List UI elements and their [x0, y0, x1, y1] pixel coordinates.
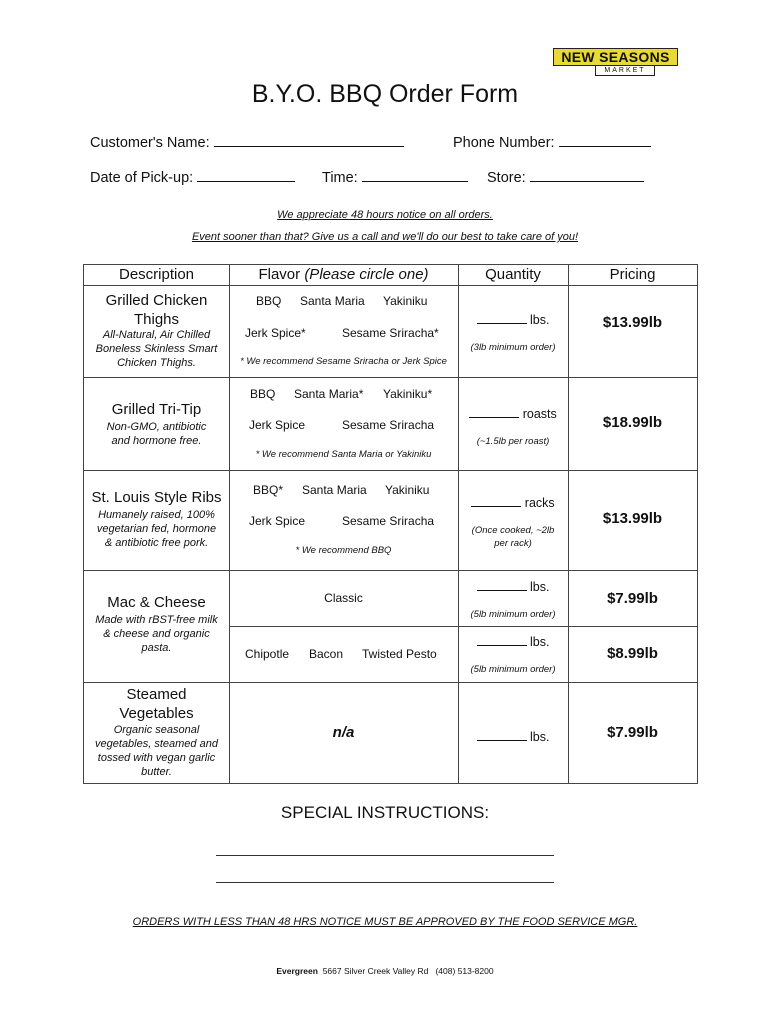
ribs-qty-note: (Once cooked, ~2lb per rack) — [471, 525, 555, 549]
store-footer — [0, 966, 770, 976]
veg-flavor: n/a — [332, 724, 355, 741]
header-flavor — [229, 266, 458, 283]
chicken-flavor-santa-maria[interactable]: Santa Maria — [300, 294, 365, 308]
header-quantity: Quantity — [485, 266, 541, 283]
ribs-flavor-bbq[interactable]: BBQ* — [253, 483, 284, 497]
tritip-flavor-santa-maria[interactable]: Santa Maria* — [294, 387, 364, 401]
approval-warning: ORDERS WITH LESS THAN 48 HRS NOTICE MUST BE APPROVED BY THE FOOD SERVICE MGR. — [132, 916, 638, 928]
store-blank[interactable] — [530, 167, 644, 182]
veg-description: Organic seasonal vegetables, steamed and tossed with vegan garlic butter. — [95, 724, 218, 778]
mac-flavor-chipotle[interactable]: Chipotle — [245, 647, 290, 661]
veg-quantity[interactable]: lbs. — [458, 726, 568, 744]
tritip-price: $18.99lb — [602, 414, 663, 431]
ribs-flavor-sesame-sriracha[interactable]: Sesame Sriracha — [342, 514, 435, 528]
tritip-qty-blank[interactable] — [469, 403, 519, 418]
tritip-flavor-yakiniku[interactable]: Yakiniku* — [383, 387, 433, 401]
new-seasons-logo — [553, 48, 678, 78]
veg-title: Steamed Vegetables — [119, 686, 194, 722]
tritip-recommend: * We recommend Santa Maria or Yakiniku — [255, 449, 432, 460]
store-label: Store: — [487, 170, 526, 186]
form-title: B.Y.O. BBQ Order Form — [251, 80, 519, 108]
ribs-description: Humanely raised, 100% vegetarian fed, hormone & antibiotic free pork. — [96, 509, 217, 549]
notice-note: We appreciate 48 hours notice on all orders. — [277, 209, 493, 221]
chicken-recommend: * We recommend Sesame Sriracha or Jerk Spice — [240, 356, 447, 367]
header-flavor-hint: (Please circle one) — [304, 266, 429, 283]
ribs-title: St. Louis Style Ribs — [91, 489, 222, 506]
veg-qty-blank[interactable] — [477, 726, 527, 741]
logo-subtitle: MARKET — [595, 65, 655, 76]
phone-label: Phone Number: — [453, 135, 555, 151]
mac-flavor-classic[interactable]: Classic — [324, 591, 363, 605]
time-blank[interactable] — [362, 167, 468, 182]
chicken-quantity[interactable]: lbs. — [458, 309, 568, 327]
chicken-flavor-yakiniku[interactable]: Yakiniku — [383, 294, 428, 308]
ribs-flavor-jerk-spice[interactable]: Jerk Spice — [249, 514, 306, 528]
header-flavor-label: Flavor — [258, 266, 301, 283]
tritip-flavor-sesame-sriracha[interactable]: Sesame Sriracha — [342, 418, 435, 432]
mac-flavor-bacon[interactable]: Bacon — [309, 647, 344, 661]
mac-classic-quantity[interactable]: lbs. — [458, 576, 568, 594]
pickup-date-field[interactable] — [90, 167, 295, 186]
mac-classic-price: $7.99lb — [607, 590, 658, 607]
header-pricing: Pricing — [609, 266, 656, 283]
chicken-flavor-bbq[interactable]: BBQ — [256, 294, 282, 308]
phone-blank[interactable] — [559, 132, 651, 147]
special-instructions-line-1[interactable] — [216, 855, 554, 856]
customer-name-blank[interactable] — [214, 132, 404, 147]
chicken-qty-note: (3lb minimum order) — [470, 342, 556, 353]
time-field[interactable] — [322, 167, 468, 186]
chicken-qty-blank[interactable] — [477, 309, 527, 324]
footer-phone: (408) 513-8200 — [435, 966, 494, 976]
chicken-flavor-jerk-spice[interactable]: Jerk Spice* — [245, 326, 306, 340]
ribs-quantity[interactable]: racks — [458, 492, 568, 510]
veg-price: $7.99lb — [607, 724, 658, 741]
ribs-price: $13.99lb — [602, 510, 663, 527]
mac-flavor-twisted-pesto[interactable]: Twisted Pesto — [362, 647, 437, 661]
special-instructions-heading: SPECIAL INSTRUCTIONS: — [280, 803, 490, 822]
event-note: Event sooner than that? Give us a call and we'll do our best to take care of you! — [191, 231, 579, 243]
tritip-quantity[interactable]: roasts — [458, 403, 568, 421]
ribs-flavor-santa-maria[interactable]: Santa Maria — [302, 483, 367, 497]
logo-wordmark: NEW SEASONS — [553, 48, 678, 66]
phone-field[interactable] — [453, 132, 651, 151]
tritip-title: Grilled Tri-Tip — [111, 401, 202, 418]
special-instructions-line-2[interactable] — [216, 882, 554, 883]
mac-variant-qty-note: (5lb minimum order) — [470, 664, 556, 675]
mac-classic-qty-blank[interactable] — [477, 576, 527, 591]
ribs-flavor-yakiniku[interactable]: Yakiniku — [385, 483, 430, 497]
footer-store-name: Evergreen — [276, 966, 318, 976]
mac-classic-qty-note: (5lb minimum order) — [470, 609, 556, 620]
mac-variant-price: $8.99lb — [607, 645, 658, 662]
time-label: Time: — [322, 170, 358, 186]
tritip-description: Non-GMO, antibiotic and hormone free. — [106, 421, 207, 447]
tritip-flavor-bbq[interactable]: BBQ — [250, 387, 276, 401]
tritip-flavor-jerk-spice[interactable]: Jerk Spice — [249, 418, 306, 432]
store-field[interactable] — [487, 167, 644, 186]
chicken-description: All-Natural, Air Chilled Boneless Skinless Smart Chicken Thighs. — [95, 329, 218, 369]
mac-variant-quantity[interactable]: lbs. — [458, 631, 568, 649]
customer-name-field[interactable] — [90, 132, 404, 151]
mac-variant-qty-blank[interactable] — [477, 631, 527, 646]
mac-title: Mac & Cheese — [107, 594, 206, 611]
header-description: Description — [118, 266, 195, 283]
order-table — [83, 264, 698, 784]
ribs-qty-blank[interactable] — [471, 492, 521, 507]
tritip-qty-note: (~1.5lb per roast) — [476, 436, 550, 447]
customer-name-label: Customer's Name: — [90, 135, 210, 151]
footer-address: 5667 Silver Creek Valley Rd — [322, 966, 429, 976]
chicken-flavor-sesame-sriracha[interactable]: Sesame Sriracha* — [342, 326, 439, 340]
mac-description: Made with rBST-free milk & cheese and organic pasta. — [95, 614, 218, 654]
pickup-date-label: Date of Pick-up: — [90, 170, 194, 186]
chicken-title: Grilled Chicken Thighs — [105, 292, 208, 328]
chicken-price: $13.99lb — [602, 314, 663, 331]
pickup-date-blank[interactable] — [197, 167, 295, 182]
ribs-recommend: * We recommend BBQ — [295, 545, 392, 556]
